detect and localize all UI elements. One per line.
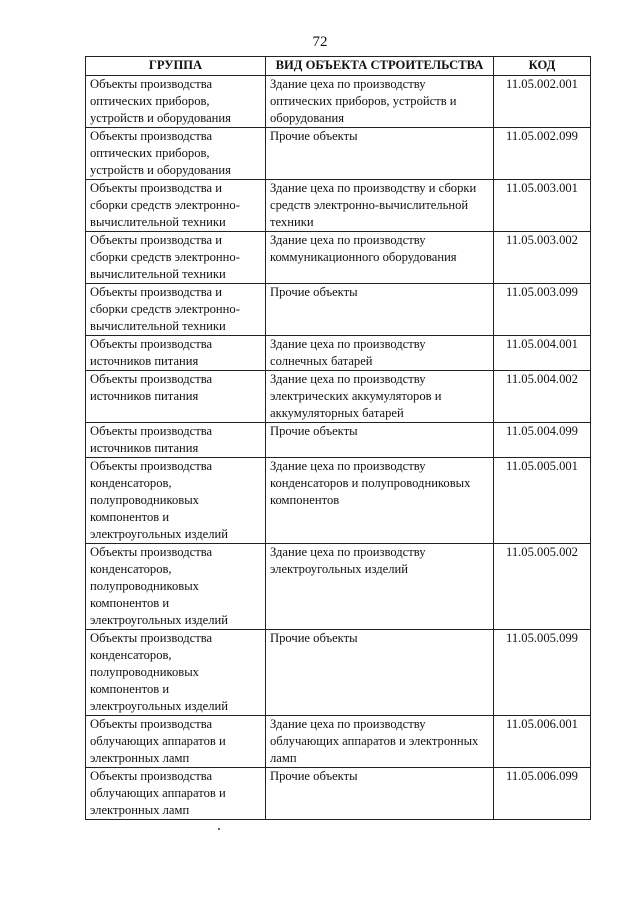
object-type-cell-line: Здание цеха по производству <box>270 459 426 473</box>
object-type-cell-line: Прочие объекты <box>270 285 358 299</box>
object-type-cell <box>266 768 494 820</box>
object-type-cell-line: Здание цеха по производству <box>270 337 426 351</box>
group-cell-line: Объекты производства <box>90 717 213 731</box>
object-type-cell-line: аккумуляторных батарей <box>270 406 404 420</box>
group-cell-line: облучающих аппаратов и <box>90 786 226 800</box>
object-type-cell-line: Здание цеха по производству и сборки <box>270 181 477 195</box>
group-cell-line: электроугольных изделий <box>90 613 228 627</box>
table-row <box>86 630 591 716</box>
table-row <box>86 423 591 458</box>
table-header-row <box>86 57 591 76</box>
object-type-cell-line: облучающих аппаратов и электронных <box>270 734 479 748</box>
object-type-cell-line: компонентов <box>270 493 340 507</box>
object-type-cell-line: Здание цеха по производству <box>270 233 426 247</box>
table-row <box>86 128 591 180</box>
header-group: ГРУППА <box>86 57 266 76</box>
group-cell-line: конденсаторов, <box>90 476 172 490</box>
group-cell-line: Объекты производства <box>90 424 213 438</box>
object-type-cell-line: Прочие объекты <box>270 424 358 438</box>
group-cell-line: электронных ламп <box>90 751 190 765</box>
code-cell: 11.05.003.099 <box>494 284 591 336</box>
code-cell: 11.05.006.099 <box>494 768 591 820</box>
group-cell <box>86 284 266 336</box>
group-cell-line: полупроводниковых <box>90 493 199 507</box>
object-type-cell <box>266 458 494 544</box>
object-type-cell <box>266 76 494 128</box>
object-type-cell-line: Прочие объекты <box>270 129 358 143</box>
group-cell <box>86 180 266 232</box>
object-type-cell <box>266 716 494 768</box>
group-cell-line: облучающих аппаратов и <box>90 734 226 748</box>
group-cell-line: сборки средств электронно- <box>90 198 240 212</box>
group-cell <box>86 336 266 371</box>
table-body <box>86 76 591 820</box>
group-cell-line: конденсаторов, <box>90 562 172 576</box>
object-type-cell-line: Прочие объекты <box>270 631 358 645</box>
group-cell <box>86 458 266 544</box>
group-cell-line: Объекты производства <box>90 372 213 386</box>
group-cell-line: компонентов и <box>90 510 170 524</box>
object-type-cell-line: техники <box>270 215 314 229</box>
construction-objects-table <box>85 56 591 820</box>
group-cell-line: Объекты производства <box>90 631 213 645</box>
group-cell-line: Объекты производства <box>90 545 213 559</box>
scan-speck <box>218 828 220 830</box>
table-row <box>86 768 591 820</box>
object-type-cell-line: оптических приборов, устройств и <box>270 94 457 108</box>
group-cell-line: электроугольных изделий <box>90 699 228 713</box>
object-type-cell-line: Здание цеха по производству <box>270 717 426 731</box>
group-cell-line: Объекты производства <box>90 77 213 91</box>
group-cell-line: оптических приборов, <box>90 146 210 160</box>
group-cell <box>86 423 266 458</box>
code-cell: 11.05.005.002 <box>494 544 591 630</box>
code-cell: 11.05.004.001 <box>494 336 591 371</box>
object-type-cell <box>266 128 494 180</box>
object-type-cell <box>266 544 494 630</box>
code-cell: 11.05.002.099 <box>494 128 591 180</box>
table-row <box>86 544 591 630</box>
code-cell: 11.05.006.001 <box>494 716 591 768</box>
table-row <box>86 336 591 371</box>
group-cell <box>86 232 266 284</box>
group-cell-line: электроугольных изделий <box>90 527 228 541</box>
code-cell: 11.05.004.099 <box>494 423 591 458</box>
object-type-cell-line: Здание цеха по производству <box>270 77 426 91</box>
page-number: 72 <box>312 34 328 50</box>
group-cell-line: электронных ламп <box>90 803 190 817</box>
code-cell: 11.05.005.001 <box>494 458 591 544</box>
object-type-cell-line: средств электронно-вычислительной <box>270 198 469 212</box>
group-cell-line: Объекты производства и <box>90 233 222 247</box>
group-cell-line: источников питания <box>90 389 199 403</box>
object-type-cell-line: Здание цеха по производству <box>270 545 426 559</box>
table-row <box>86 371 591 423</box>
table-row <box>86 716 591 768</box>
table-row <box>86 458 591 544</box>
group-cell-line: источников питания <box>90 354 199 368</box>
object-type-cell-line: конденсаторов и полупроводниковых <box>270 476 471 490</box>
group-cell-line: оптических приборов, <box>90 94 210 108</box>
code-cell: 11.05.003.001 <box>494 180 591 232</box>
object-type-cell-line: электроугольных изделий <box>270 562 408 576</box>
group-cell-line: полупроводниковых <box>90 579 199 593</box>
object-type-cell <box>266 630 494 716</box>
table-row <box>86 284 591 336</box>
group-cell-line: Объекты производства <box>90 769 213 783</box>
group-cell <box>86 544 266 630</box>
group-cell-line: Объекты производства <box>90 129 213 143</box>
group-cell <box>86 630 266 716</box>
object-type-cell <box>266 336 494 371</box>
table-row <box>86 76 591 128</box>
group-cell-line: вычислительной техники <box>90 319 226 333</box>
group-cell-line: вычислительной техники <box>90 267 226 281</box>
code-cell: 11.05.005.099 <box>494 630 591 716</box>
group-cell-line: сборки средств электронно- <box>90 302 240 316</box>
group-cell <box>86 371 266 423</box>
group-cell-line: сборки средств электронно- <box>90 250 240 264</box>
group-cell-line: Объекты производства <box>90 337 213 351</box>
code-cell: 11.05.002.001 <box>494 76 591 128</box>
object-type-cell-line: Прочие объекты <box>270 769 358 783</box>
group-cell-line: вычислительной техники <box>90 215 226 229</box>
group-cell-line: компонентов и <box>90 596 170 610</box>
group-cell-line: устройств и оборудования <box>90 163 231 177</box>
group-cell <box>86 76 266 128</box>
object-type-cell <box>266 371 494 423</box>
group-cell-line: источников питания <box>90 441 199 455</box>
group-cell <box>86 716 266 768</box>
table-row <box>86 232 591 284</box>
table-row <box>86 180 591 232</box>
object-type-cell-line: солнечных батарей <box>270 354 373 368</box>
object-type-cell-line: оборудования <box>270 111 344 125</box>
code-cell: 11.05.004.002 <box>494 371 591 423</box>
group-cell-line: полупроводниковых <box>90 665 199 679</box>
object-type-cell-line: коммуникационного оборудования <box>270 250 457 264</box>
object-type-cell-line: ламп <box>270 751 297 765</box>
group-cell-line: Объекты производства и <box>90 181 222 195</box>
header-object-type: ВИД ОБЪЕКТА СТРОИТЕЛЬСТВА <box>266 57 494 76</box>
object-type-cell <box>266 232 494 284</box>
header-code: КОД <box>494 57 591 76</box>
code-cell: 11.05.003.002 <box>494 232 591 284</box>
object-type-cell-line: Здание цеха по производству <box>270 372 426 386</box>
group-cell-line: Объекты производства <box>90 459 213 473</box>
object-type-cell <box>266 423 494 458</box>
object-type-cell <box>266 284 494 336</box>
group-cell <box>86 768 266 820</box>
group-cell <box>86 128 266 180</box>
group-cell-line: конденсаторов, <box>90 648 172 662</box>
group-cell-line: Объекты производства и <box>90 285 222 299</box>
object-type-cell <box>266 180 494 232</box>
group-cell-line: устройств и оборудования <box>90 111 231 125</box>
group-cell-line: компонентов и <box>90 682 170 696</box>
object-type-cell-line: электрических аккумуляторов и <box>270 389 442 403</box>
